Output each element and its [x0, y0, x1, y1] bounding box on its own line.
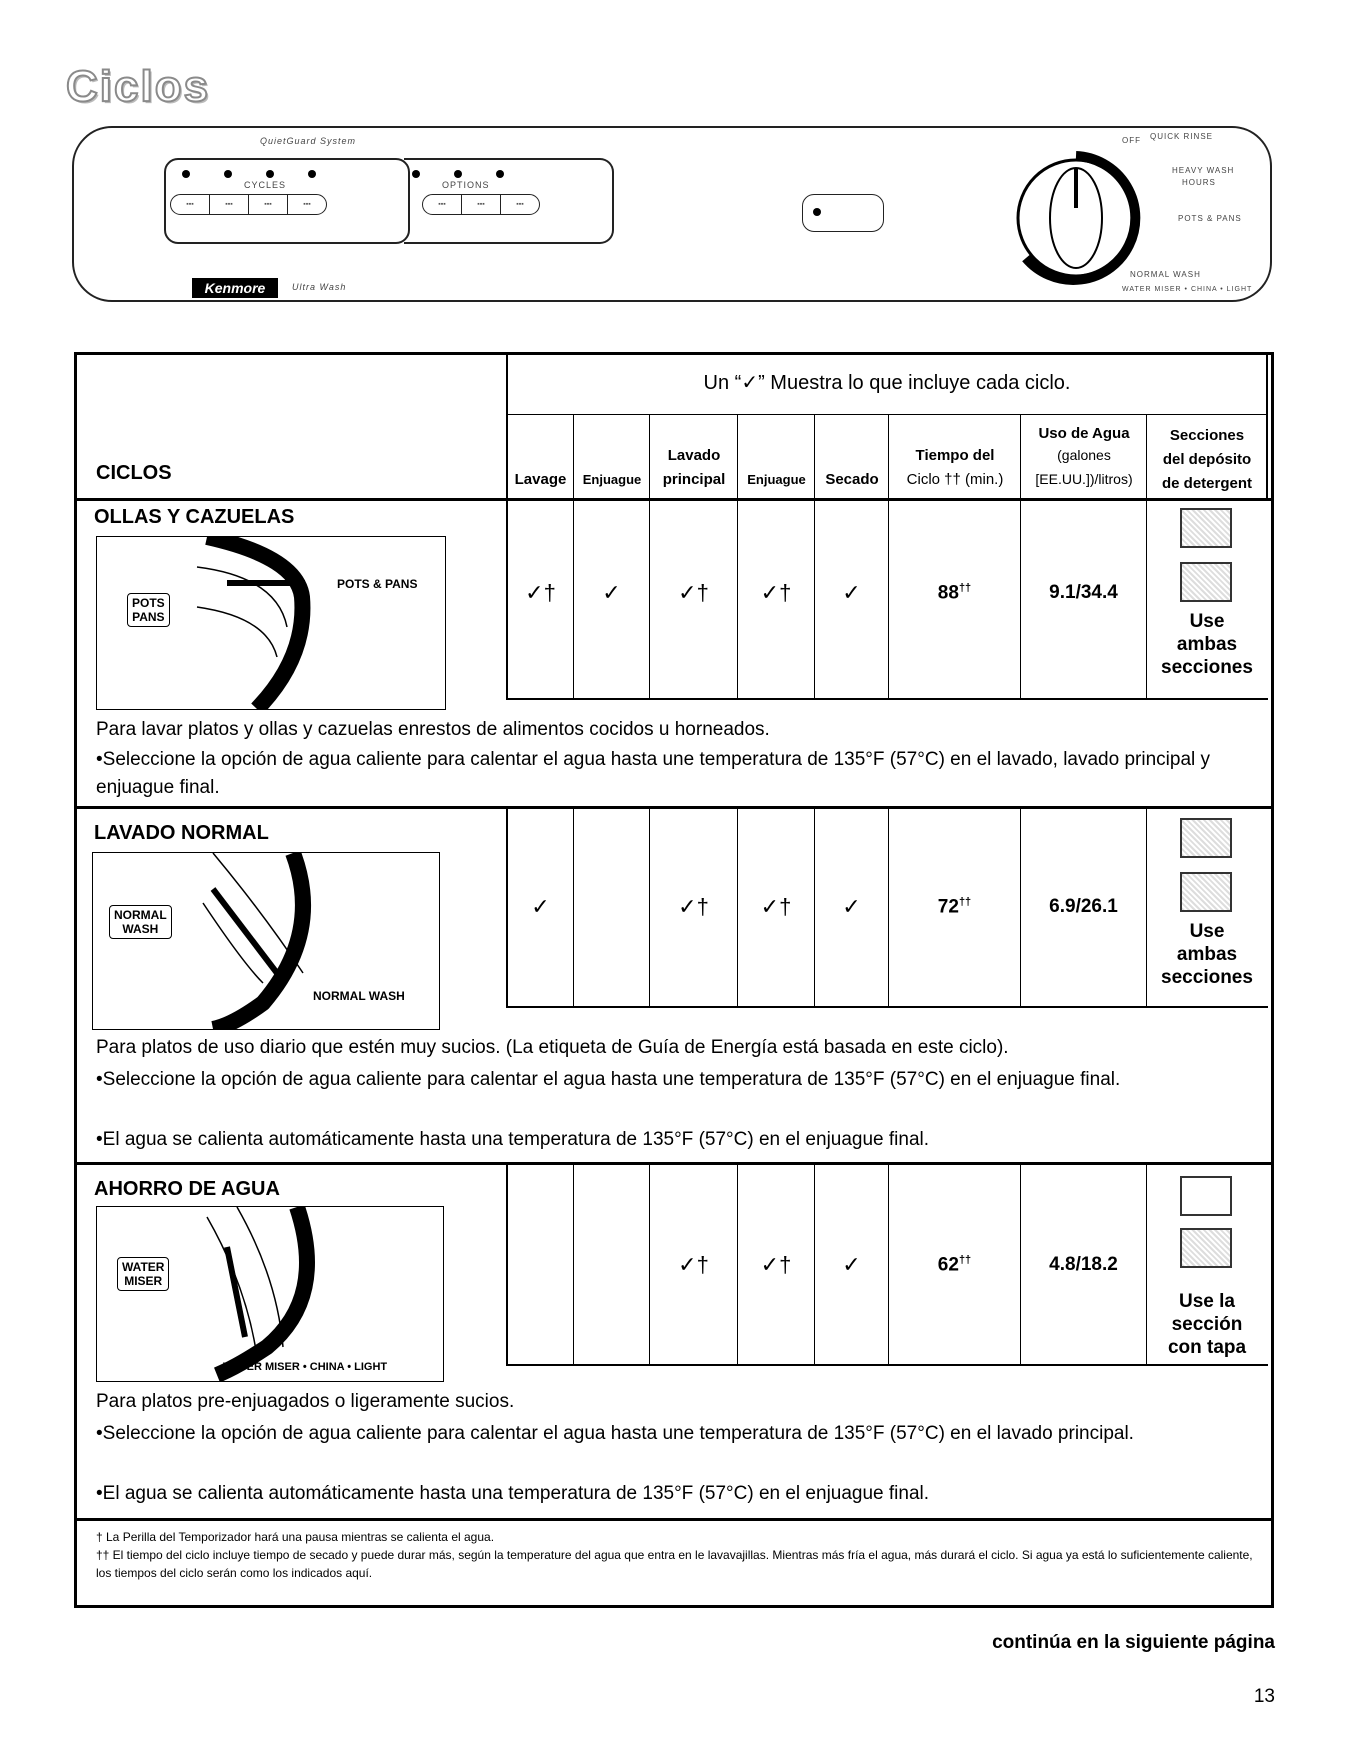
options-leds — [412, 170, 504, 178]
row2-water: 6.9/26.1 — [1049, 896, 1118, 917]
sections-line: Use — [1189, 921, 1225, 942]
col-secciones-1: Secciones — [1169, 427, 1245, 444]
sections-line: con tapa — [1167, 1337, 1247, 1358]
cycles-label: CYCLES — [244, 180, 287, 190]
row1-check-secado: ✓ — [842, 580, 861, 605]
sections-line: secciones — [1161, 657, 1253, 678]
row1-dial-image — [96, 536, 446, 710]
divider — [1146, 414, 1147, 500]
cycle-button: ▪▪▪ — [171, 195, 210, 214]
cycle-button: ▪▪▪ — [303, 201, 311, 208]
time-mark: †† — [958, 582, 972, 594]
dial-label-hours: HOURS — [1182, 178, 1216, 187]
row3-time — [889, 1254, 1020, 1276]
row3-check-secado: ✓ — [842, 1252, 861, 1277]
sections-line: secciones — [1161, 967, 1253, 988]
row2-check-lavado-principal: ✓† — [678, 894, 709, 919]
detergent-cup-lidded-icon — [1180, 1176, 1232, 1216]
time-value: 88 — [937, 582, 959, 604]
col-enjuague2: Enjuague — [747, 472, 806, 487]
sections-line: ambas — [1176, 634, 1238, 655]
divider — [74, 1518, 1274, 1521]
time-mark: †† — [958, 896, 972, 908]
time-mark: †† — [958, 1254, 972, 1266]
col-secado: Secado — [825, 471, 879, 488]
row1-name: OLLAS Y CAZUELAS — [94, 506, 295, 528]
row2-name: LAVADO NORMAL — [94, 822, 269, 844]
sections-line: ambas — [1176, 944, 1238, 965]
divider — [888, 414, 889, 500]
detergent-cup-icon — [1180, 872, 1232, 912]
divider — [74, 1162, 1274, 1165]
detergent-cup-icon — [1180, 562, 1232, 602]
divider — [506, 1164, 508, 1366]
col-lavado-principal-1: Lavado — [667, 447, 721, 464]
led — [496, 170, 504, 178]
sections-line: Use la — [1179, 1291, 1235, 1312]
row2-time — [889, 896, 1020, 918]
divider — [737, 414, 738, 500]
col-secciones-3: de detergent — [1161, 475, 1252, 492]
normal-wash-button-icon: NORMAL WASH — [109, 905, 172, 939]
continues-note: continúa en la siguiente página — [992, 1632, 1275, 1653]
time-value: 72 — [937, 896, 959, 918]
row1-description: Para lavar platos y ollas y cazuelas enrestos de alimentos cocidos u horneados. — [96, 719, 770, 740]
row1-dial-label: POTS & PANS — [337, 577, 418, 591]
row3-bullet-1: •Seleccione la opción de agua caliente para calentar el agua hasta une temperatura de 135°F (57°C) en el lavado principal. — [96, 1423, 1134, 1444]
detergent-cup-icon — [1180, 818, 1232, 858]
dial-label-off: OFF — [1122, 136, 1141, 145]
row1-water: 9.1/34.4 — [1049, 582, 1118, 603]
water-miser-button-icon: WATER MISER — [117, 1257, 169, 1291]
led — [266, 170, 274, 178]
divider — [506, 414, 1268, 415]
col-agua-2: (galones — [1057, 447, 1111, 463]
dial-segment-icon — [187, 537, 347, 709]
row3-check-enjuague2: ✓† — [760, 1252, 792, 1277]
dial-segment-icon — [187, 1207, 337, 1381]
divider — [506, 698, 1268, 700]
divider — [573, 808, 574, 1008]
divider — [573, 1164, 574, 1366]
option-button: ▪▪▪ — [462, 195, 501, 214]
dial-knob-icon — [1006, 148, 1146, 288]
row2-sections — [1147, 920, 1267, 989]
row3-name: AHORRO DE AGUA — [94, 1178, 280, 1200]
row2-bullet-1: •Seleccione la opción de agua caliente para calentar el agua hasta une temperatura de 135°F (57°C) en el enjuague final. — [96, 1069, 1121, 1090]
time-value: 62 — [937, 1254, 959, 1276]
row3-bullet-2: •El agua se calienta automáticamente hasta una temperatura de 135°F (57°C) en el enjuague final. — [96, 1483, 930, 1504]
row2-dial-image — [92, 852, 440, 1030]
cycle-button: ▪▪▪ — [249, 195, 288, 214]
row2-dial-label: NORMAL WASH — [313, 989, 405, 1003]
cycles-leds — [182, 170, 316, 178]
divider — [74, 498, 1274, 501]
row1-check-enjuague1: ✓ — [602, 580, 621, 605]
led — [182, 170, 190, 178]
col-enjuague1: Enjuague — [582, 472, 642, 487]
dial-label-water-miser: WATER MISER • CHINA • LIGHT — [1122, 286, 1253, 293]
footnote-1: † La Perilla del Temporizador hará una pausa mientras se calienta el agua. — [96, 1530, 495, 1544]
row3-dial-image — [96, 1206, 444, 1382]
cycle-dial — [1006, 148, 1146, 288]
col-agua-1: Uso de Agua — [1038, 425, 1130, 442]
dial-label-heavy-wash: HEAVY WASH — [1172, 166, 1235, 175]
dial-label-pots-pans: POTS & PANS — [1178, 214, 1242, 223]
row2-check-secado: ✓ — [842, 894, 861, 919]
row1-check-lavage: ✓† — [525, 580, 556, 605]
row3-sections — [1147, 1290, 1267, 1359]
divider — [649, 414, 650, 500]
divider — [506, 1006, 1268, 1008]
col-secciones-2: del depósito — [1162, 451, 1252, 468]
led — [412, 170, 420, 178]
delay-button — [802, 194, 884, 232]
dial-label-quick-rinse: QUICK RINSE — [1150, 132, 1214, 141]
cycle-button: ▪▪▪ — [210, 195, 249, 214]
divider — [573, 414, 574, 500]
divider — [74, 806, 1274, 809]
brand-logo: Kenmore — [192, 278, 278, 298]
divider — [1020, 414, 1021, 500]
cycle-buttons — [170, 194, 327, 215]
row2-description: Para platos de uso diario que estén muy sucios. (La etiqueta de Guía de Energía está basada en este ciclo). — [96, 1037, 1009, 1058]
row3-dial-label: WATER MISER • CHINA • LIGHT — [223, 1361, 388, 1373]
pots-pans-button-icon: POTS PANS — [127, 593, 170, 627]
detergent-cup-icon — [1180, 508, 1232, 548]
row1-sections — [1147, 610, 1267, 679]
led — [308, 170, 316, 178]
page-title: Ciclos — [66, 62, 211, 111]
col-tiempo-2: Ciclo †† (min.) — [906, 471, 1004, 488]
divider — [1266, 352, 1268, 500]
led — [813, 208, 821, 216]
option-buttons — [422, 194, 540, 215]
row3-check-lavado-principal: ✓† — [678, 1252, 709, 1277]
option-button: ▪▪▪ — [516, 201, 524, 208]
sections-line: sección — [1171, 1314, 1243, 1335]
col-agua-3: [EE.UU.])/litros) — [1035, 471, 1133, 487]
table-intro: Un “✓” Muestra lo que incluye cada ciclo. — [703, 372, 1071, 394]
row2-check-enjuague2: ✓† — [760, 894, 792, 919]
row1-check-enjuague2: ✓† — [760, 580, 792, 605]
sections-line: Use — [1189, 611, 1225, 632]
row1-time — [889, 582, 1020, 604]
control-panel-illustration — [72, 126, 1272, 302]
led — [224, 170, 232, 178]
page-number: 13 — [1253, 1686, 1275, 1707]
option-button: ▪▪▪ — [423, 195, 462, 214]
row3-water: 4.8/18.2 — [1049, 1254, 1118, 1275]
row2-bullet-2: •El agua se calienta automáticamente hasta una temperatura de 135°F (57°C) en el enjuague final. — [96, 1129, 930, 1150]
row1-bullet-1: •Seleccione la opción de agua caliente para calentar el agua hasta une temperatura de 135°F (57°C) en el lavado, lavado principal y enjuague final. — [96, 749, 1211, 798]
options-label: OPTIONS — [442, 180, 490, 190]
detergent-cup-icon — [1180, 1228, 1232, 1268]
dial-label-normal-wash: NORMAL WASH — [1130, 270, 1201, 279]
cycles-header: CICLOS — [96, 462, 172, 484]
divider — [814, 414, 815, 500]
model-label: Ultra Wash — [292, 282, 347, 292]
col-lavado-principal-2: principal — [662, 471, 726, 488]
col-tiempo-1: Tiempo del — [915, 447, 995, 464]
led — [454, 170, 462, 178]
divider — [506, 1364, 1268, 1366]
row3-description: Para platos pre-enjuagados o ligeramente sucios. — [96, 1391, 515, 1412]
row2-check-lavage: ✓ — [531, 894, 550, 919]
row1-check-lavado-principal: ✓† — [678, 580, 709, 605]
footnote-2: †† El tiempo del ciclo incluye tiempo de secado y puede durar más, según la temperature del agua que entra en le lavavajillas. Mientras más fría el agua, más durará el ciclo. Si agua ya está lo suficientemente caliente, los tiempos del ciclo serán como los indicados aquí. — [96, 1548, 1253, 1580]
system-label: QuietGuard System — [260, 136, 357, 146]
col-lavage: Lavage — [514, 471, 567, 488]
